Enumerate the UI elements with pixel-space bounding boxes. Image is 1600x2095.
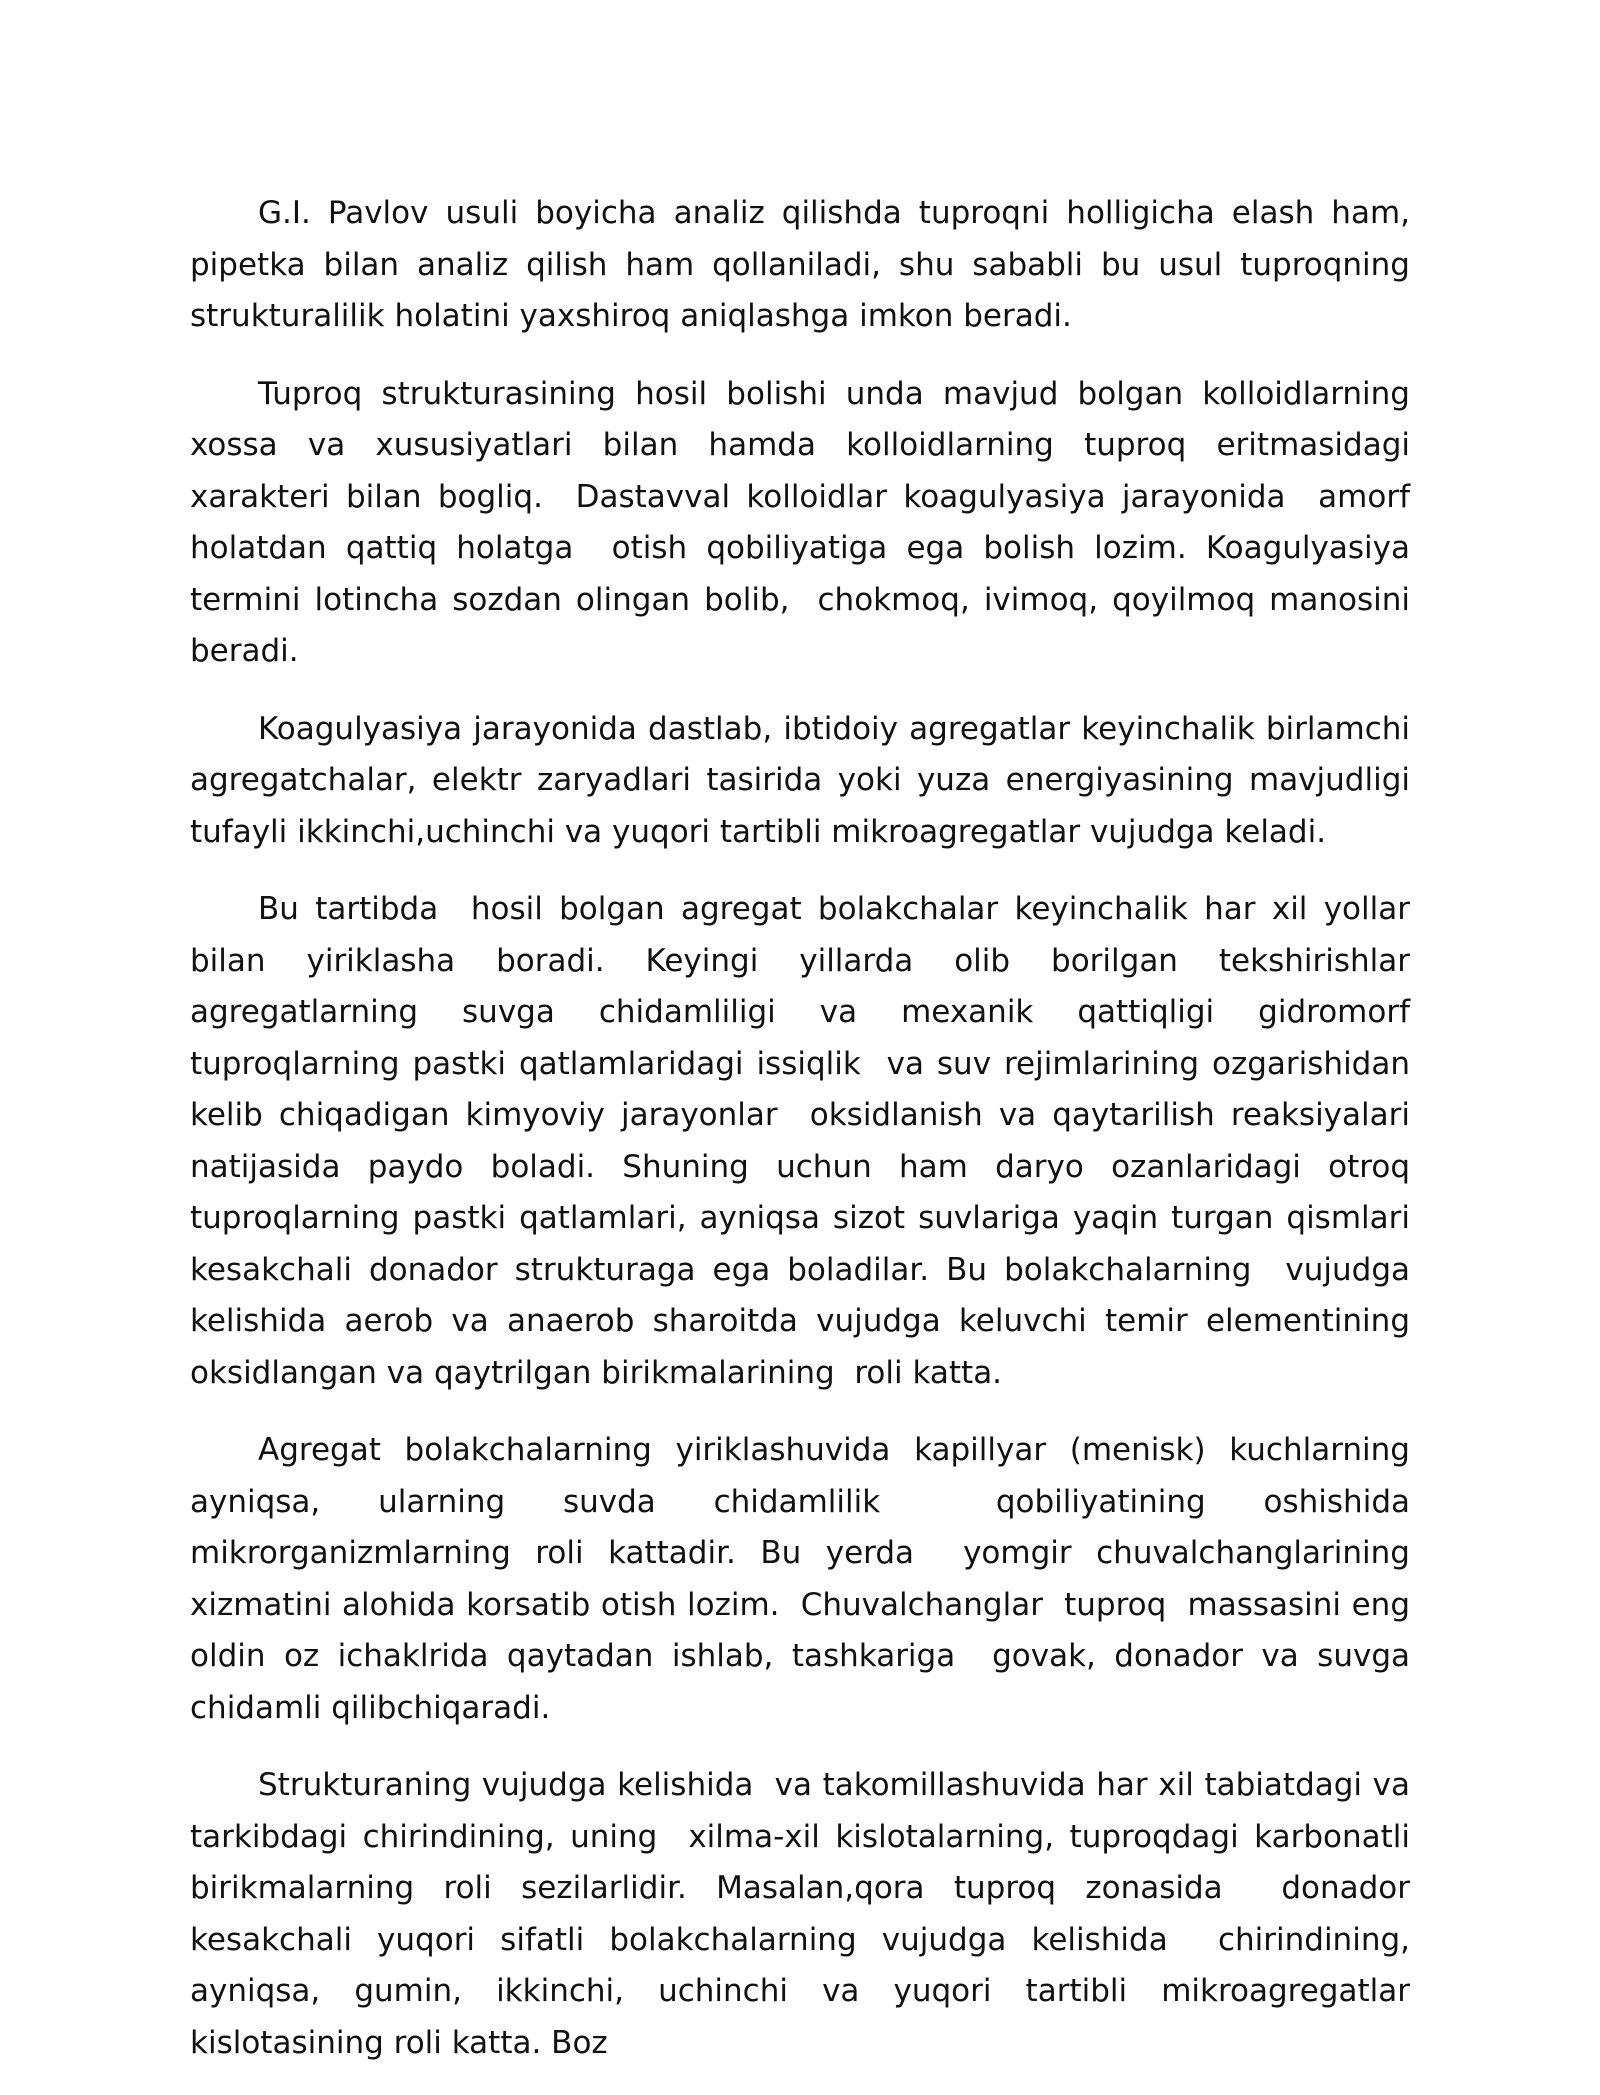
paragraph-4: Bu tartibda hosil bolgan agregat bolakchalar keyinchalik har xil yollar bilan yiriklasha boradi. Keyingi yillarda olib borilgan tekshirishlar agregatlarning suvga chidamliligi va mexanik qattiqligi gidromorf tuproqlarning pastki qatlamlaridagi issiqlik va suv rejimlarining ozgarishidan kelib chiqadigan kimyoviy jarayonlar oksidlanish va qaytarilish reaksiyalari natijasida paydo boladi. Shuning uchun ham daryo ozanlaridagi otroq tuproqlarning pastki qatlamlari, ayniqsa sizot suvlariga yaqin turgan qismlari kesakchali donador strukturaga ega boladilar. Bu bolakchalarning vujudga kelishida aerob va anaerob sharoitda vujudga keluvchi temir elementining oksidlangan va qaytrilgan birikmalarining roli katta. bbox=[190, 891, 1430, 1391]
document-page bbox=[190, 188, 1430, 2095]
paragraph-6: Strukturaning vujudga kelishida va takomillashuvida har xil tabiatdagi va tarkibdagi chirindining, uning xilma-xil kislotalarning, tuproqdagi karbonatli birikmalarning roli sezilarlidir. Masalan,qora tuproq zonasida donador kesakchali yuqori sifatli bolakchalarning vujudga kelishida chirindining, ayniqsa, gumin, ikkinchi, uchinchi va yuqori tartibli mikroagregatlar kislotasining roli katta. Boz bbox=[190, 1767, 1420, 2061]
paragraph-3: Koagulyasiya jarayonida dastlab, ibtidoiy agregatlar keyinchalik birlamchi agregatchalar, elektr zaryadlari tasirida yoki yuza energiyasining mavjudligi tufayli ikkinchi,uchinchi va yuqori tartibli mikroagregatlar vujudga keladi. bbox=[190, 710, 1420, 850]
paragraph-1: G.I. Pavlov usuli boyicha analiz qilishda tuproqni holligicha elash ham, pipetka bilan analiz qilish ham qollaniladi, shu sababli bu usul tuproqning strukturalilik holatini yaxshiroq aniqlashga imkon beradi. bbox=[190, 195, 1420, 334]
paragraph-5: Agregat bolakchalarning yiriklashuvida kapillyar (menisk) kuchlarning ayniqsa, ularning suvda chidamlilik qobiliyatining oshishida mikrorganizmlarning roli kattadir. Bu yerda yomgir chuvalchanglarining xizmatini alohida korsatib otish lozim. Chuvalchanglar tuproq massasini eng oldin oz ichaklrida qaytadan ishlab, tashkariga govak, donador va suvga chidamli qilibchiqaradi. bbox=[190, 1432, 1430, 1726]
paragraph-2: Tuproq strukturasining hosil bolishi unda mavjud bolgan kolloidlarning xossa va xususiyatlari bilan hamda kolloidlarning tuproq eritmasidagi xarakteri bilan bogliq. Dastavval kolloidlar koagulyasiya jarayonida amorf holatdan qattiq holatga otish qobiliyatiga ega bolish lozim. Koagulyasiya termini lotincha sozdan olingan bolib, chokmoq, ivimoq, qoyilmoq manosini beradi. bbox=[190, 375, 1430, 669]
